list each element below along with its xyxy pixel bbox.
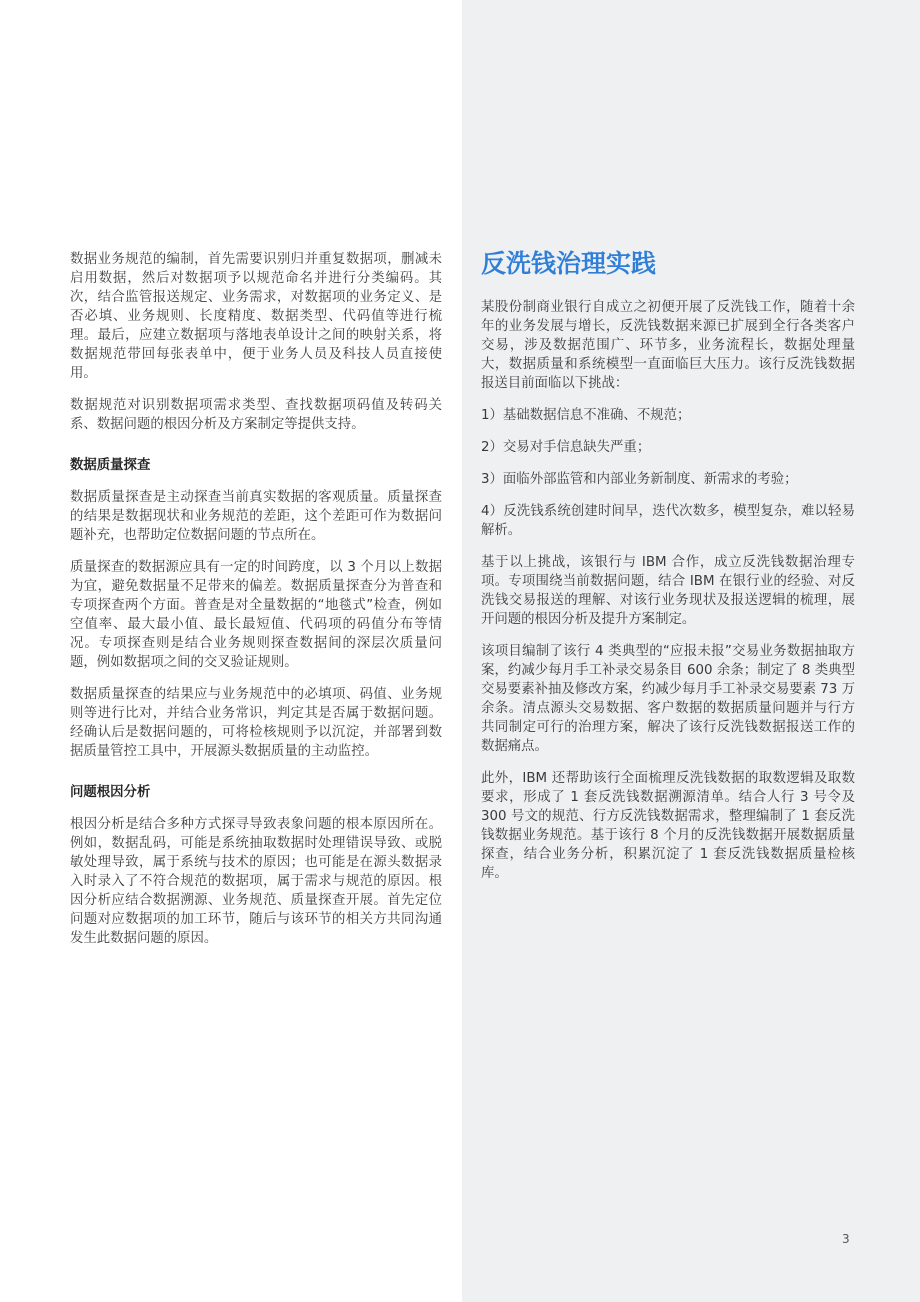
left-column	[70, 250, 442, 961]
paragraph-aml-background: 某股份制商业银行自成立之初便开展了反洗钱工作，随着十余年的业务发展与增长，反洗钱数据来源已扩展到全行各类客户交易，涉及数据范围广、环节多，业务流程长，数据处理量大，数据质量和系统模型一直面临巨大压力。该行反洗钱数据报送目前面临以下挑战：	[481, 300, 855, 391]
paragraph-quality-probe-result: 数据质量探查的结果应与业务规范中的必填项、码值、业务规则等进行比对，并结合业务常识，判定其是否属于数据问题。经确认后是数据问题的，可将检核规则予以沉淀，并部署到数据质量管控工具中，开展源头数据质量的主动监控。	[70, 687, 442, 759]
challenge-item-4: 4）反洗钱系统创建时间早，迭代次数多，模型复杂，难以轻易解析。	[481, 504, 855, 538]
paragraph-data-spec-support: 数据规范对识别数据项需求类型、查找数据项码值及转码关系、数据问题的根因分析及方案制定等提供支持。	[70, 398, 442, 432]
heading-data-quality-probe: 数据质量探查	[70, 458, 151, 473]
page-number: 3	[842, 1232, 850, 1246]
paragraph-quality-probe-source: 质量探查的数据源应具有一定的时间跨度，以 3 个月以上数据为宜，避免数据量不足带来的偏差。数据质量探查分为普查和专项探查两个方面。普查是对全量数据的“地毯式”检查，例如空值率、最大最小值、最长最短值、代码项的码值分布等情况。专项探查则是结合业务规则探查数据间的深层次质量问题，例如数据项之间的交叉验证规则。	[70, 560, 442, 670]
paragraph-ibm-cooperation: 基于以上挑战，该银行与 IBM 合作，成立反洗钱数据治理专项。专项围绕当前数据问题，结合 IBM 在银行业的经验、对反洗钱交易报送的理解、对该行业务现状及报送逻辑的梳理，展开问题的根因分析及提升方案制定。	[481, 555, 855, 627]
challenge-item-3: 3）面临外部监管和内部业务新制度、新需求的考验；	[481, 472, 798, 487]
paragraph-quality-probe-definition: 数据质量探查是主动探查当前真实数据的客观质量。质量探查的结果是数据现状和业务规范的差距，这个差距可作为数据问题补充，也帮助定位数据问题的节点所在。	[70, 490, 442, 543]
paragraph-additional-results: 此外，IBM 还帮助该行全面梳理反洗钱数据的取数逻辑及取数要求，形成了 1 套反洗钱数据溯源清单。结合人行 3 号令及 300 号文的规范、行方反洗钱数据需求，整理编制了 1 套反洗钱数据业务规范。基于该行 8 个月的反洗钱数据开展数据质量探查，结合业务分析，积累沉淀了 1 套反洗钱数据质量检核库。	[481, 771, 855, 881]
paragraph-data-spec-compilation: 数据业务规范的编制，首先需要识别归并重复数据项，删减未启用数据，然后对数据项予以规范命名并进行分类编码。其次，结合监管报送规定、业务需求，对数据项的业务定义、是否必填、业务规则、长度精度、数据类型、代码值等进行梳理。最后，应建立数据项与落地表单设计之间的映射关系，将数据规范带回每张表单中，便于业务人员及科技人员直接使用。	[70, 252, 442, 381]
right-column	[481, 246, 855, 896]
challenge-item-2: 2）交易对手信息缺失严重；	[481, 440, 651, 455]
challenge-item-1: 1）基础数据信息不准确、不规范；	[481, 408, 691, 423]
paragraph-root-cause: 根因分析是结合多种方式探寻导致表象问题的根本原因所在。例如，数据乱码，可能是系统抽取数据时处理错误导致、或脱敏处理导致，属于系统与技术的原因；也可能是在源头数据录入时录入了不符合规范的数据项，属于需求与规范的原因。根因分析应结合数据溯源、业务规范、质量探查开展。首先定位问题对应数据项的加工环节，随后与该环节的相关方共同沟通发生此数据问题的原因。	[70, 817, 442, 946]
paragraph-project-results: 该项目编制了该行 4 类典型的“应报未报”交易业务数据抽取方案，约减少每月手工补录交易条目 600 余条；制定了 8 类典型交易要素补抽及修改方案，约减少每月手工补录交易要素 73 万余条。清点源头交易数据、客户数据的数据质量问题并与行方共同制定可行的治理方案，解决了该行反洗钱数据报送工作的数据痛点。	[481, 644, 855, 754]
section-title: 反洗钱治理实践	[481, 249, 657, 278]
heading-root-cause-analysis: 问题根因分析	[70, 785, 151, 800]
